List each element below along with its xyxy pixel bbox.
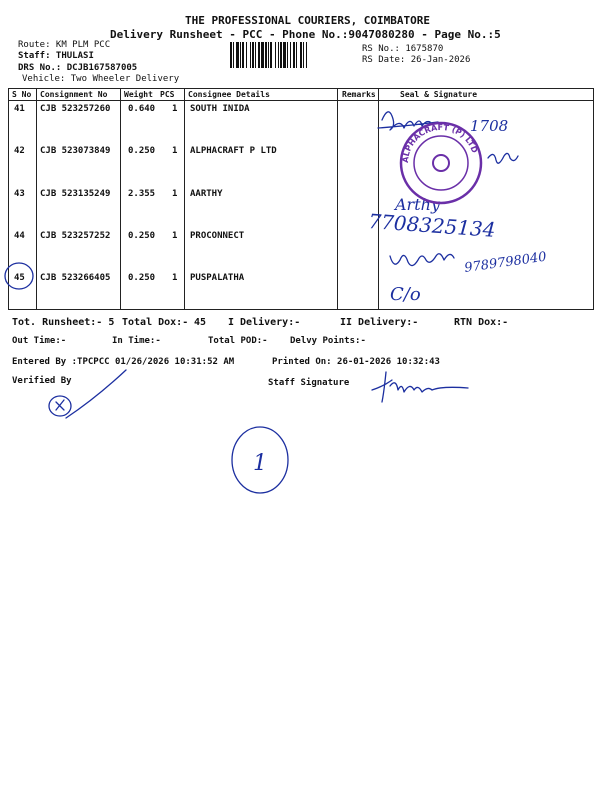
row-consignee: PUSPALATHA (190, 273, 245, 283)
row-consignee: AARTHY (190, 189, 223, 199)
col-header-seal-signature: Seal & Signature (400, 90, 478, 99)
row-sno: 45 (14, 273, 25, 283)
col-header-consignment: Consignment No (40, 90, 108, 99)
row-weight: 0.250 (128, 146, 156, 156)
row-pcs: 1 (172, 273, 178, 283)
row-weight: 0.640 (128, 104, 156, 114)
row-pcs: 1 (172, 189, 178, 199)
verified-initial-stroke (56, 400, 64, 410)
rtn-dox: RTN Dox:- (454, 317, 509, 328)
verified-by-label: Verified By (12, 376, 72, 386)
col-header-remarks: Remarks (342, 90, 376, 99)
drs-number: DRS No.: DCJB167587005 (18, 63, 138, 73)
circle-mark-45 (5, 263, 33, 289)
company-seal-stamp (398, 120, 484, 206)
signature-row44 (390, 254, 454, 266)
entered-by: Entered By :TPCPCC 01/26/2026 10:31:52 AM (12, 357, 235, 367)
in-time: In Time:- (112, 336, 161, 346)
printed-on: Printed On: 26-01-2026 10:32:43 (272, 357, 440, 367)
row44-phone: 9789798040 (463, 249, 548, 276)
row-consignee: ALPHACRAFT P LTD (190, 146, 277, 156)
out-time: Out Time:- (12, 336, 67, 346)
circle-number: 1 (253, 451, 267, 476)
staff-signature-label: Staff Signature (268, 378, 350, 388)
row41-note: 1708 (470, 117, 509, 135)
staff-signature (372, 372, 468, 402)
row-consignee: PROCONNECT (190, 231, 245, 241)
row43-name: Arthy (395, 195, 440, 214)
company-title: THE PROFESSIONAL COURIERS, COIMBATORE (185, 14, 431, 27)
row-consignment: CJB 523073849 (40, 146, 111, 156)
row-consignment: CJB 523257260 (40, 104, 111, 114)
row-sno: 43 (14, 189, 25, 199)
row-pcs: 1 (172, 104, 178, 114)
col-header-consignee: Consignee Details (188, 90, 270, 99)
row-weight: 0.250 (128, 273, 156, 283)
staff-label: Staff: THULASI (18, 51, 94, 61)
row45-note: C/o (390, 284, 421, 305)
row-consignment: CJB 523257252 (40, 231, 111, 241)
total-pod: Total POD:- (208, 336, 268, 346)
route-label: Route: KM PLM PCC (18, 40, 111, 50)
runsheet-subtitle: Delivery Runsheet - PCC - Phone No.:9047080280 - Page No.:5 (110, 28, 501, 41)
row-pcs: 1 (172, 146, 178, 156)
delvy-points: Delvy Points:- (290, 336, 366, 346)
row-weight: 2.355 (128, 189, 156, 199)
col-header-pcs: PCS (160, 90, 175, 99)
seal-text: ALPHACRAFT (P) LTD (400, 122, 480, 164)
row-pcs: 1 (172, 231, 178, 241)
col-header-weight: Weight (124, 90, 153, 99)
col-header-sno: S No (12, 90, 32, 99)
row-consignee: SOUTH INIDA (190, 104, 250, 114)
row-weight: 0.250 (128, 231, 156, 241)
row-consignment: CJB 523266405 (40, 273, 111, 283)
ii-delivery: II Delivery:- (340, 317, 419, 328)
total-dox-value: 45 (194, 317, 207, 328)
tot-runsheet: Tot. Runsheet:- 5 (12, 317, 115, 328)
total-dox-label: Total Dox:- (122, 317, 189, 328)
i-delivery: I Delivery:- (228, 317, 301, 328)
row-sno: 41 (14, 104, 25, 114)
signature-row42 (488, 153, 518, 163)
verified-tick (66, 370, 126, 418)
vehicle-label: Vehicle: Two Wheeler Delivery (22, 74, 180, 84)
rs-number: RS No.: 1675870 (362, 44, 444, 54)
row43-phone: 7708325134 (367, 209, 497, 242)
row-sno: 44 (14, 231, 25, 241)
row-consignment: CJB 523135249 (40, 189, 111, 199)
rs-date: RS Date: 26-Jan-2026 (362, 55, 471, 65)
row-sno: 42 (14, 146, 25, 156)
